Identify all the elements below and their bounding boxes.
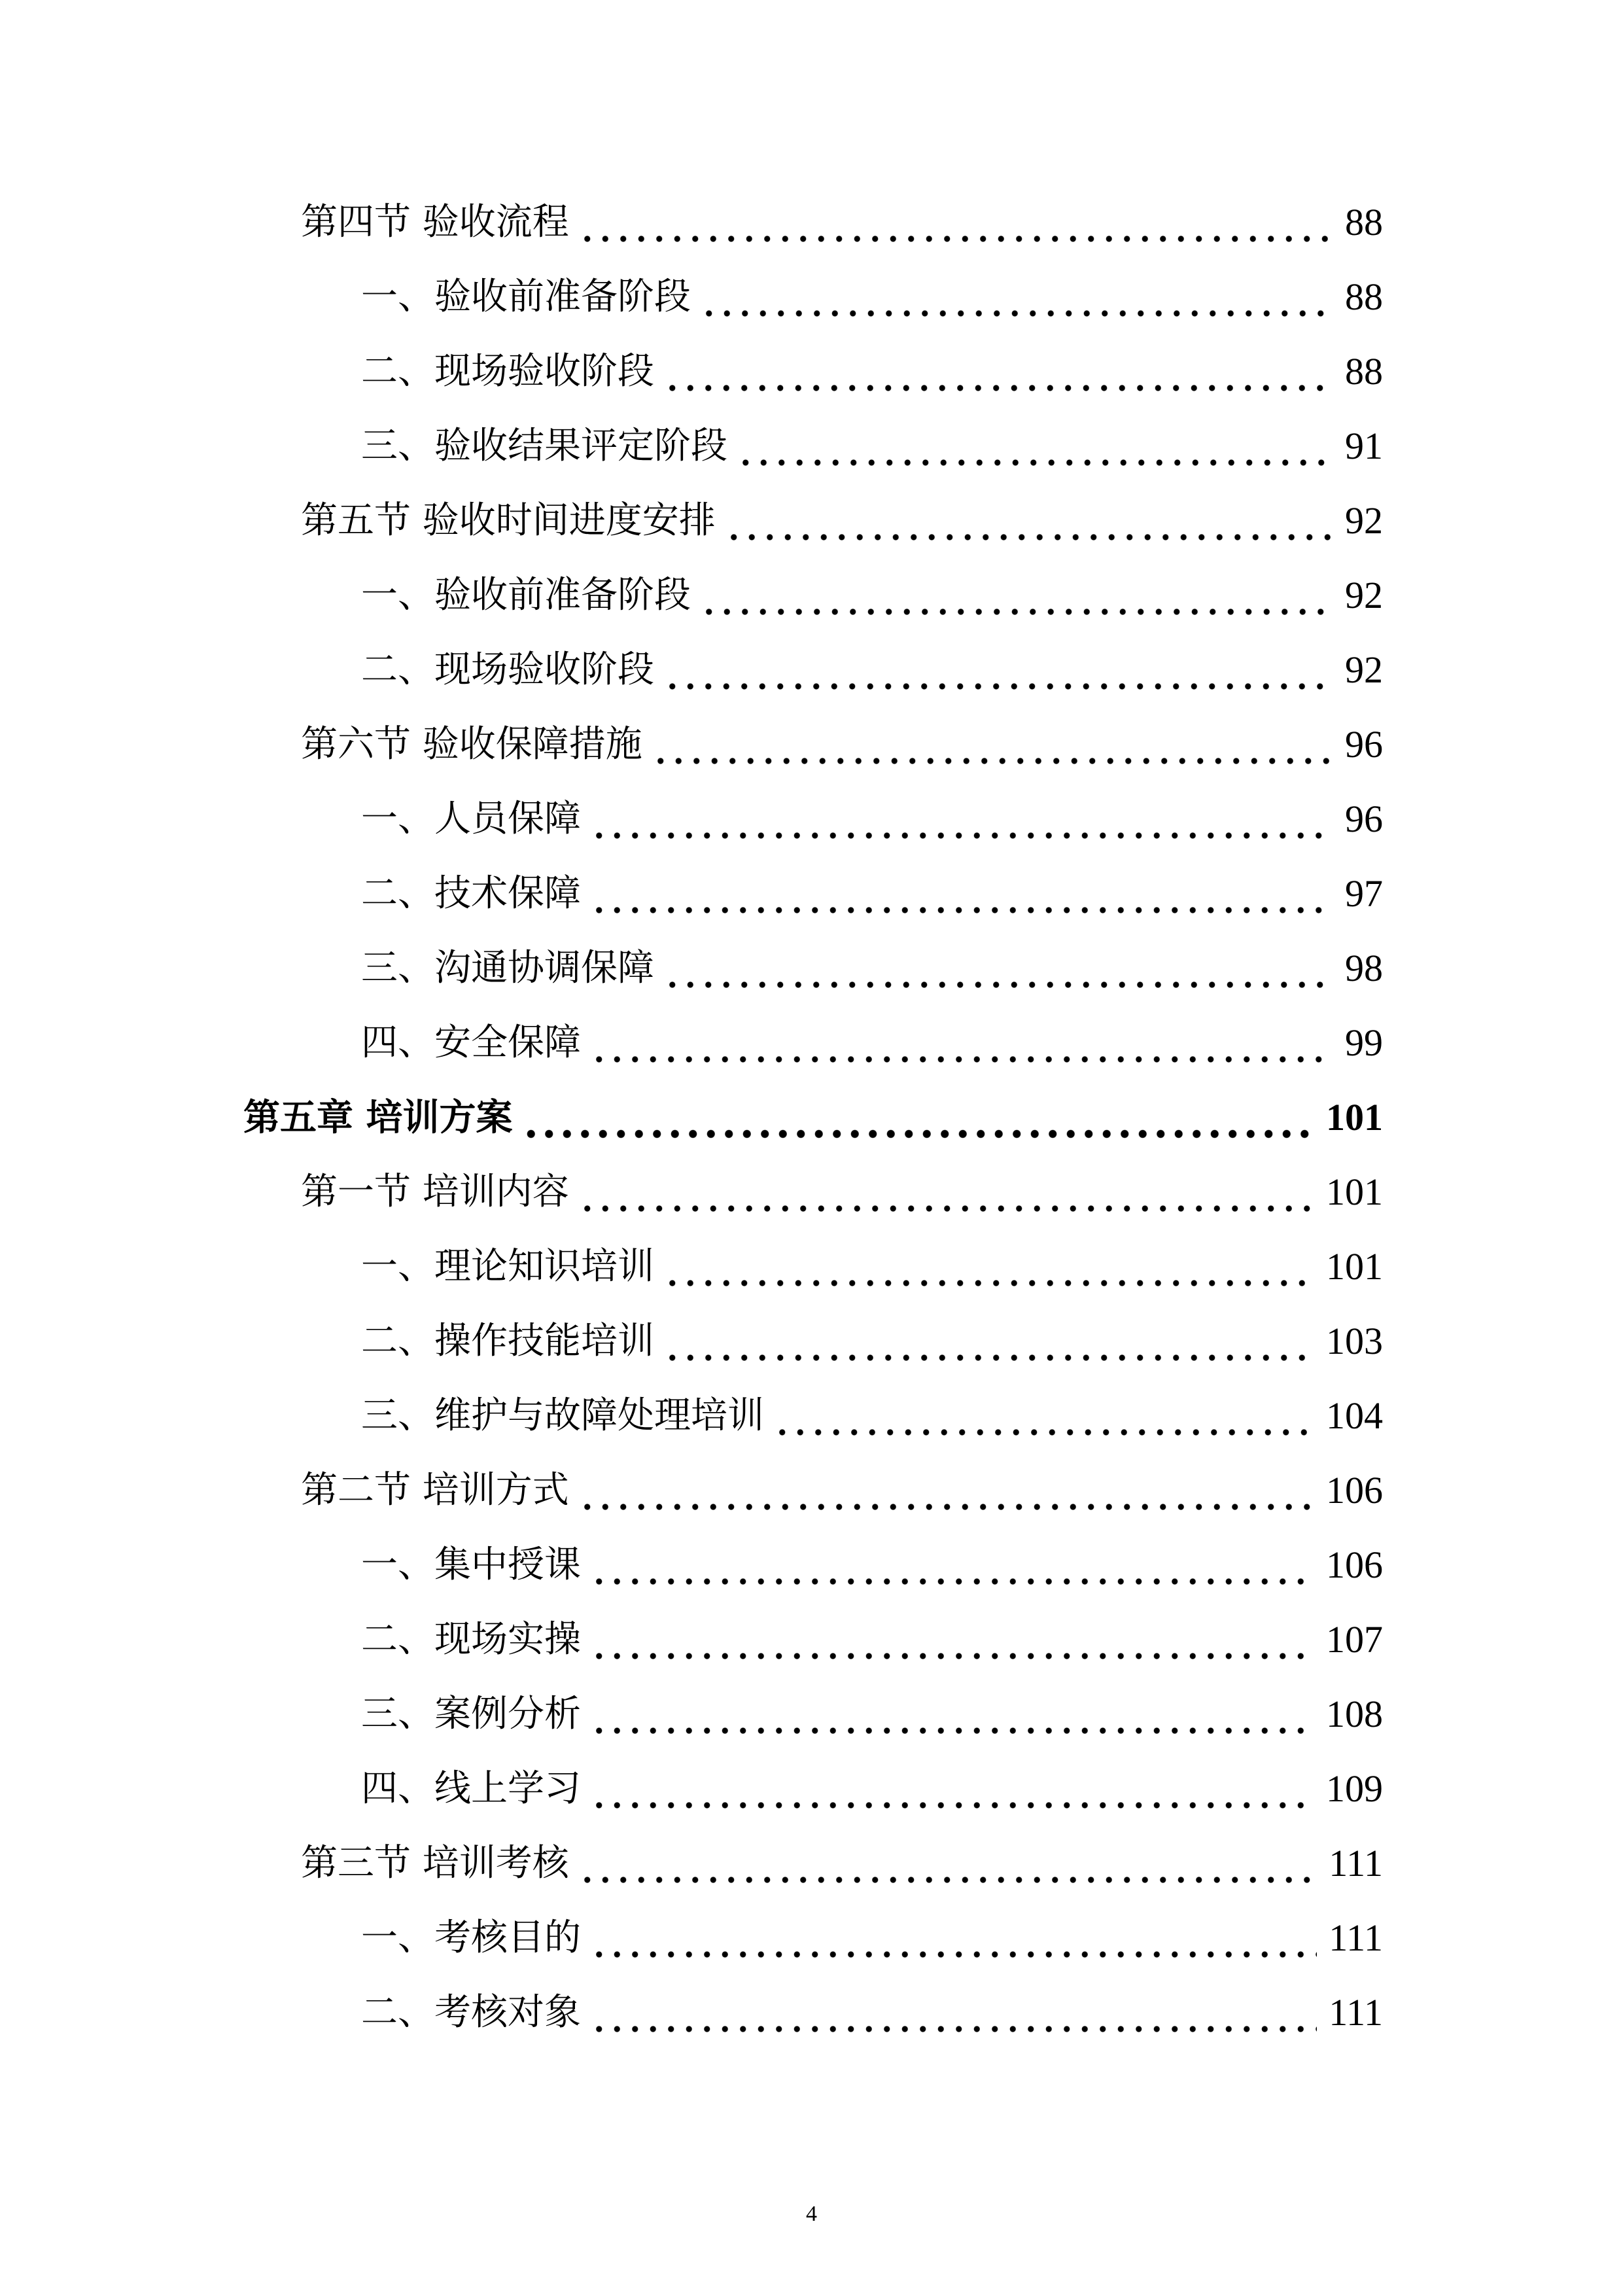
toc-entry-page: 88 bbox=[1345, 201, 1383, 243]
toc-entry-section[interactable] bbox=[301, 1834, 1383, 1893]
toc-entry-label: 第四节 验收流程 bbox=[301, 201, 569, 243]
toc-entry-item[interactable] bbox=[361, 268, 1383, 327]
toc-entry-page: 101 bbox=[1326, 1096, 1383, 1139]
toc-entry-item[interactable] bbox=[361, 566, 1383, 625]
toc-entry-label: 第二节 培训方式 bbox=[301, 1469, 569, 1511]
toc-entry-label: 二、现场验收阶段 bbox=[361, 350, 654, 393]
toc-entry-section[interactable] bbox=[301, 715, 1383, 774]
toc-entry-page: 96 bbox=[1345, 798, 1383, 840]
toc-entry-page: 111 bbox=[1329, 1916, 1383, 1959]
toc-entry-page: 91 bbox=[1345, 425, 1383, 467]
toc-entry-item[interactable] bbox=[361, 1610, 1383, 1669]
dot-leader bbox=[590, 1909, 1317, 1968]
toc-entry-page: 106 bbox=[1326, 1544, 1383, 1586]
toc-entry-item[interactable] bbox=[361, 417, 1383, 476]
toc-entry-page: 106 bbox=[1326, 1469, 1383, 1511]
toc-entry-page: 101 bbox=[1326, 1245, 1383, 1288]
dot-leader bbox=[578, 193, 1333, 252]
dot-leader bbox=[700, 268, 1333, 327]
dot-leader bbox=[590, 1610, 1314, 1669]
toc-entry-page: 104 bbox=[1326, 1394, 1383, 1437]
toc-entry-label: 二、考核对象 bbox=[361, 1991, 581, 2034]
toc-entry-section[interactable] bbox=[301, 1163, 1383, 1222]
toc-entry-section[interactable] bbox=[301, 1461, 1383, 1520]
toc-entry-item[interactable] bbox=[361, 1536, 1383, 1595]
dot-leader bbox=[590, 1014, 1333, 1072]
toc-entry-label: 三、维护与故障处理培训 bbox=[361, 1394, 764, 1437]
toc-entry-label: 一、验收前准备阶段 bbox=[361, 574, 691, 616]
toc-entry-item[interactable] bbox=[361, 1685, 1383, 1744]
dot-leader bbox=[725, 491, 1333, 550]
toc-entry-item[interactable] bbox=[361, 864, 1383, 923]
toc-entry-label: 四、安全保障 bbox=[361, 1021, 581, 1064]
toc-entry-page: 98 bbox=[1345, 947, 1383, 989]
toc-entry-label: 二、技术保障 bbox=[361, 872, 581, 915]
dot-leader bbox=[590, 864, 1333, 923]
toc-entry-label: 二、现场验收阶段 bbox=[361, 648, 654, 691]
toc-entry-page: 101 bbox=[1326, 1171, 1383, 1213]
toc-entry-label: 三、沟通协调保障 bbox=[361, 947, 654, 989]
toc-entry-label: 第五章 培训方案 bbox=[243, 1096, 513, 1139]
dot-leader bbox=[578, 1461, 1314, 1520]
dot-leader bbox=[663, 1312, 1314, 1371]
toc-entry-label: 二、现场实操 bbox=[361, 1618, 581, 1661]
dot-leader bbox=[663, 939, 1333, 998]
toc-entry-label: 第三节 培训考核 bbox=[301, 1842, 569, 1884]
toc-entry-page: 92 bbox=[1345, 574, 1383, 616]
dot-leader bbox=[663, 342, 1333, 401]
toc-entry-page: 103 bbox=[1326, 1320, 1383, 1362]
toc-entry-label: 三、验收结果评定阶段 bbox=[361, 425, 727, 467]
toc-entry-page: 88 bbox=[1345, 275, 1383, 318]
dot-leader bbox=[590, 1983, 1317, 2042]
toc-entry-page: 92 bbox=[1345, 648, 1383, 691]
toc-entry-page: 99 bbox=[1345, 1021, 1383, 1064]
toc-entry-page: 108 bbox=[1326, 1693, 1383, 1735]
toc-entry-page: 109 bbox=[1326, 1767, 1383, 1810]
toc-entry-item[interactable] bbox=[361, 1386, 1383, 1445]
toc-entry-label: 一、理论知识培训 bbox=[361, 1245, 654, 1288]
toc-entry-page: 111 bbox=[1329, 1842, 1383, 1884]
dot-leader bbox=[652, 715, 1333, 774]
toc-entry-label: 一、人员保障 bbox=[361, 798, 581, 840]
toc-entry-item[interactable] bbox=[361, 1312, 1383, 1371]
toc-entry-label: 一、考核目的 bbox=[361, 1916, 581, 1959]
dot-leader bbox=[663, 641, 1333, 699]
toc-entry-item[interactable] bbox=[361, 1983, 1383, 2042]
dot-leader bbox=[590, 1685, 1314, 1744]
toc-entry-chapter[interactable] bbox=[243, 1088, 1383, 1147]
dot-leader bbox=[578, 1163, 1314, 1222]
toc-entry-item[interactable] bbox=[361, 939, 1383, 998]
toc-entry-item[interactable] bbox=[361, 342, 1383, 401]
page-number: 4 bbox=[806, 2202, 817, 2226]
toc-entry-item[interactable] bbox=[361, 1014, 1383, 1072]
dot-leader bbox=[737, 417, 1333, 476]
toc-entry-label: 第一节 培训内容 bbox=[301, 1171, 569, 1213]
dot-leader bbox=[590, 790, 1333, 849]
toc-entry-page: 96 bbox=[1345, 723, 1383, 766]
toc-entry-page: 111 bbox=[1329, 1991, 1383, 2034]
toc-entry-label: 四、线上学习 bbox=[361, 1767, 581, 1810]
toc-entry-item[interactable] bbox=[361, 790, 1383, 849]
toc-entry-page: 107 bbox=[1326, 1618, 1383, 1661]
dot-leader bbox=[663, 1237, 1314, 1296]
toc-entry-label: 三、案例分析 bbox=[361, 1693, 581, 1735]
dot-leader bbox=[590, 1759, 1314, 1818]
toc-entry-page: 88 bbox=[1345, 350, 1383, 393]
toc-entry-label: 一、集中授课 bbox=[361, 1544, 581, 1586]
toc-entry-section[interactable] bbox=[301, 193, 1383, 252]
toc-entry-label: 二、操作技能培训 bbox=[361, 1320, 654, 1362]
toc-entry-item[interactable] bbox=[361, 641, 1383, 699]
dot-leader bbox=[590, 1536, 1314, 1595]
toc-entry-label: 一、验收前准备阶段 bbox=[361, 275, 691, 318]
toc-entry-label: 第六节 验收保障措施 bbox=[301, 723, 642, 766]
toc-entry-item[interactable] bbox=[361, 1237, 1383, 1296]
toc-entry-page: 97 bbox=[1345, 872, 1383, 915]
toc-entry-item[interactable] bbox=[361, 1909, 1383, 1968]
dot-leader bbox=[578, 1834, 1317, 1893]
toc-entry-label: 第五节 验收时间进度安排 bbox=[301, 499, 716, 542]
dot-leader bbox=[773, 1386, 1314, 1445]
dot-leader bbox=[700, 566, 1333, 625]
toc-entry-item[interactable] bbox=[361, 1759, 1383, 1818]
toc-entry-section[interactable] bbox=[301, 491, 1383, 550]
toc-entry-page: 92 bbox=[1345, 499, 1383, 542]
dot-leader bbox=[522, 1088, 1315, 1147]
